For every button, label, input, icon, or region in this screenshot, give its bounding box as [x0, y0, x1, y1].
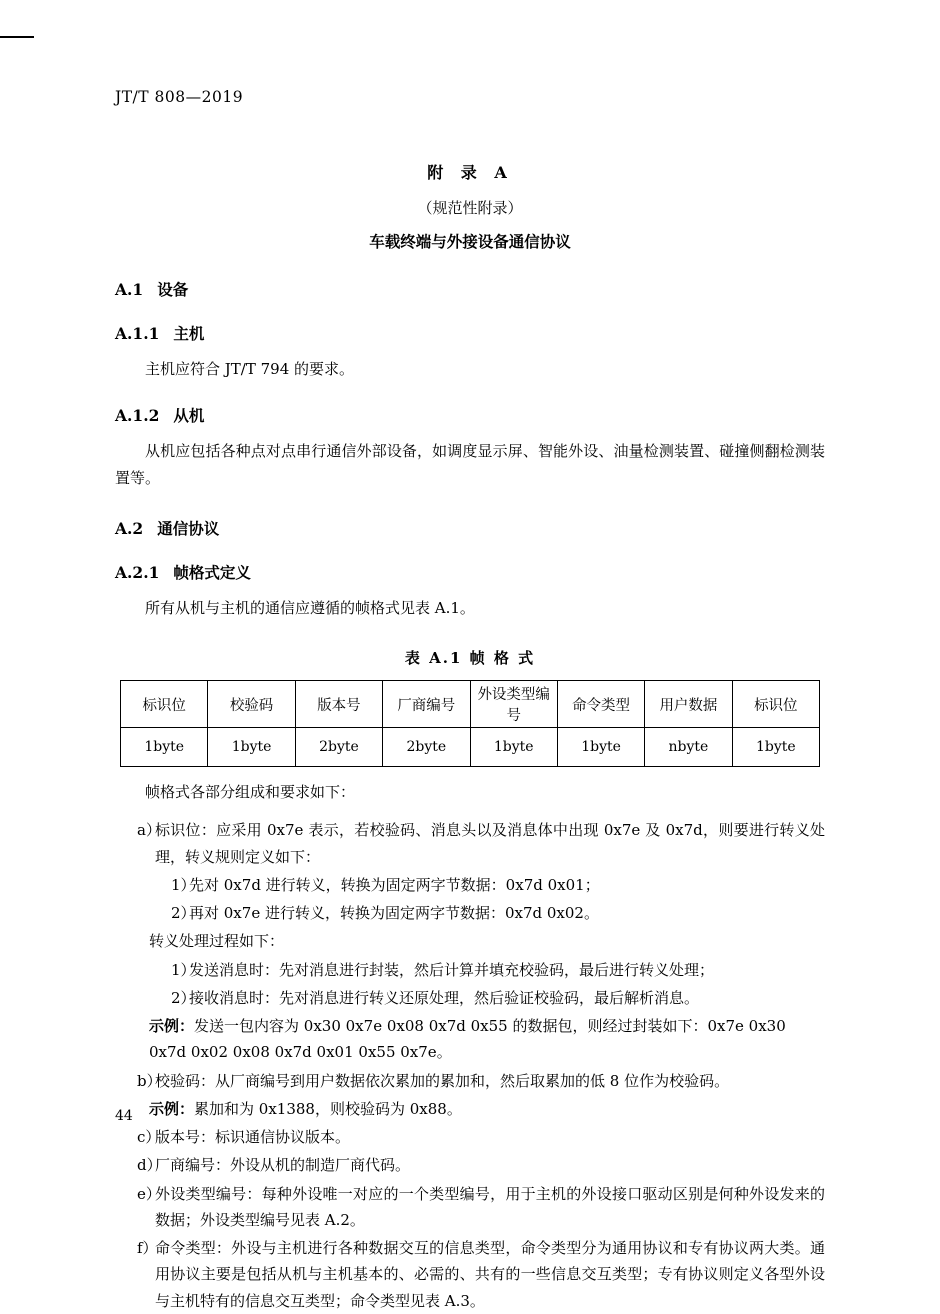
- list-item-a-4: [115, 985, 825, 1011]
- table-row: [121, 728, 820, 767]
- escape-process-line: 转义处理过程如下：: [149, 932, 285, 951]
- annex-subtitle: （规范性附录）: [417, 199, 523, 217]
- table-header-cell: 标识位: [121, 681, 208, 728]
- clause-number: A.1: [115, 280, 144, 299]
- list-marker: a）: [137, 821, 161, 840]
- table-header-cell: 版本号: [295, 681, 382, 728]
- list-marker: 1）: [171, 875, 196, 894]
- table-cell: 1byte: [208, 728, 295, 767]
- table-cell: 1byte: [121, 728, 208, 767]
- list-text: 标识位：应采用 0x7e 表示，若校验码、消息头以及消息体中出现 0x7e 及 0x7d，则要进行转义处理，转义规则定义如下：: [155, 821, 825, 866]
- list-item-f: [115, 1235, 825, 1314]
- list-text: 接收消息时：先对消息进行转义还原处理，然后验证校验码，最后解析消息。: [189, 988, 700, 1007]
- requirements-list: [115, 817, 825, 1314]
- table-cell: 1byte: [732, 728, 819, 767]
- paragraph-frame-intro: 所有从机与主机的通信应遵循的帧格式见表 A.1。: [145, 598, 475, 617]
- clause-number: A.2: [115, 518, 144, 538]
- table-header-cell: 外设类型编号: [470, 681, 557, 728]
- clause-heading-a2: [115, 517, 825, 539]
- list-item-a-2: [115, 900, 825, 926]
- list-marker: 2）: [171, 904, 196, 922]
- list-text: 再对 0x7e 进行转义，转换为固定两字节数据：0x7d 0x02。: [189, 904, 599, 922]
- list-marker: 2）: [171, 988, 196, 1007]
- table-caption: 表 A.1 帧 格 式: [404, 649, 536, 667]
- list-item-c: [115, 1124, 825, 1150]
- paragraph-compose-intro: 帧格式各部分组成和要求如下：: [145, 783, 356, 801]
- running-head: JT/T 808—2019: [115, 88, 244, 106]
- list-item-a: [115, 817, 825, 870]
- list-marker: d）: [137, 1156, 162, 1175]
- list-marker: e）: [137, 1184, 161, 1203]
- list-text: 厂商编号：外设从机的制造厂商代码。: [155, 1156, 411, 1175]
- clause-title: 主机: [173, 324, 205, 343]
- clause-title: 从机: [173, 406, 205, 426]
- clause-title: 帧格式定义: [173, 562, 251, 582]
- example-a: [115, 1013, 825, 1066]
- page-content: [115, 150, 825, 1314]
- table-cell: 2byte: [383, 728, 470, 767]
- list-text: 校验码：从厂商编号到用户数据依次累加的累加和，然后取累加的低 8 位作为校验码。: [155, 1071, 730, 1090]
- annex-title: 附 录 A: [427, 163, 513, 182]
- clause-heading-a11: [115, 322, 825, 344]
- list-marker: f）: [137, 1239, 158, 1257]
- list-marker: 1）: [171, 960, 196, 979]
- clause-number: A.1.1: [115, 324, 160, 343]
- annex-name: 车载终端与外接设备通信协议: [369, 232, 571, 251]
- list-text: 外设类型编号：每种外设唯一对应的一个类型编号，用于主机的外设接口驱动区别是何种外设发来的数据；外设类型编号见表 A.2。: [155, 1184, 825, 1229]
- list-item-e: [115, 1181, 825, 1234]
- table-header-cell: 厂商编号: [383, 681, 470, 728]
- list-marker: b）: [137, 1071, 162, 1090]
- clause-number: A.1.2: [115, 406, 160, 426]
- table-row: [121, 681, 820, 728]
- table-cell: nbyte: [645, 728, 732, 767]
- table-cell: 1byte: [470, 728, 557, 767]
- list-item-d: [115, 1152, 825, 1178]
- clause-heading-a12: [115, 404, 825, 426]
- clause-title: 设备: [157, 280, 189, 299]
- list-text: 命令类型：外设与主机进行各种数据交互的信息类型，命令类型分为通用协议和专有协议两大类。通用协议主要是包括从机与主机基本的、必需的、共有的一些信息交互类型；专有协议则定义各型外设与主机特有的信息交互类型；命令类型见表 A.3。: [155, 1239, 825, 1310]
- example-b: [115, 1096, 825, 1122]
- list-text: 先对 0x7d 进行转义，转换为固定两字节数据：0x7d 0x01；: [189, 875, 600, 894]
- table-header-cell: 标识位: [732, 681, 819, 728]
- table-header-cell: 命令类型: [557, 681, 644, 728]
- frame-format-table: [120, 680, 820, 767]
- example-text: 累加和为 0x1388，则校验码为 0x88。: [194, 1099, 462, 1118]
- list-text: 发送消息时：先对消息进行封装，然后计算并填充校验码，最后进行转义处理；: [189, 960, 715, 979]
- list-item-a-1: [115, 872, 825, 898]
- clause-number: A.2.1: [115, 562, 160, 582]
- table-header-cell: 校验码: [208, 681, 295, 728]
- table-cell: 2byte: [295, 728, 382, 767]
- table-cell: 1byte: [557, 728, 644, 767]
- example-text: 发送一包内容为 0x30 0x7e 0x08 0x7d 0x55 的数据包，则经过封装如下：0x7e 0x30 0x7d 0x02 0x08 0x7d 0x01 0x55 0x7e。: [149, 1017, 786, 1062]
- page-number: 44: [115, 1108, 133, 1124]
- table-header-cell: 用户数据: [645, 681, 732, 728]
- list-text: 版本号：标识通信协议版本。: [155, 1128, 351, 1146]
- example-label: 示例：: [149, 1099, 195, 1118]
- paragraph-host: 主机应符合 JT/T 794 的要求。: [145, 360, 355, 378]
- example-label: 示例：: [149, 1017, 195, 1035]
- clause-heading-a21: [115, 561, 825, 583]
- header-rule: [0, 36, 34, 38]
- clause-heading-a1: [115, 278, 825, 300]
- list-item-a-3: [115, 957, 825, 983]
- clause-title: 通信协议: [157, 518, 220, 538]
- list-marker: c）: [137, 1128, 161, 1146]
- paragraph-slave: 从机应包括各种点对点串行通信外部设备，如调度显示屏、智能外设、油量检测装置、碰撞侧翻检测装置等。: [115, 442, 825, 487]
- list-item-b: [115, 1068, 825, 1094]
